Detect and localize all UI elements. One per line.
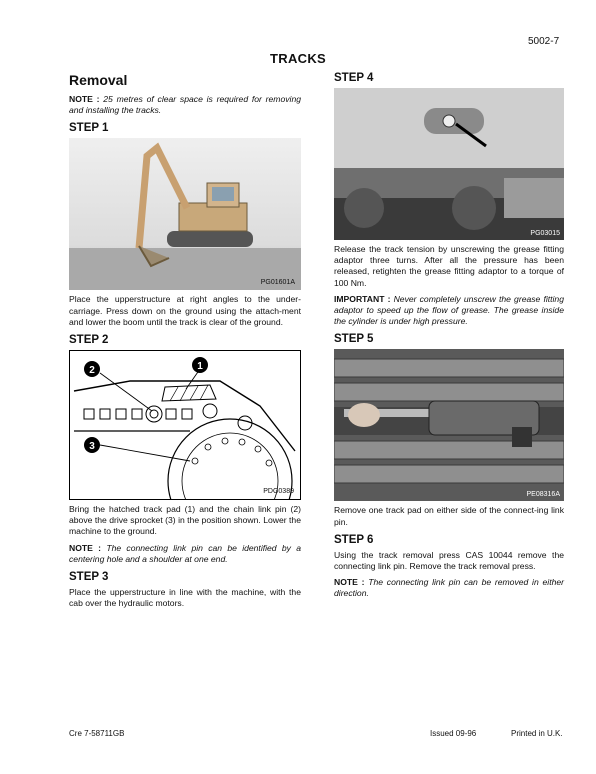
grease-fitting-illustration: [334, 88, 564, 240]
note-text: 25 metres of clear space is required for removing and installing the tracks.: [69, 94, 301, 116]
step3-heading: STEP 3: [69, 571, 109, 584]
note-label: NOTE :: [334, 577, 365, 588]
step5-heading: STEP 5: [334, 333, 374, 346]
footer-issued: Issued 09-96: [430, 729, 477, 738]
footer-printed: Printed in U.K.: [511, 729, 563, 738]
page-number: 5002-7: [528, 36, 560, 47]
excavator-photo: [69, 138, 301, 290]
note-text: The connecting link pin can be identified by a centering hole and a shoulder at one end.: [69, 542, 302, 564]
figure-code: PDG0389: [263, 488, 294, 496]
step2-text: Bring the hatched track pad (1) and the chain link pin (2) above the drive sprocket (3) in the position shown. Lower the machine to the ground.: [69, 504, 301, 537]
step1-heading: STEP 1: [69, 122, 109, 135]
track-pad-illustration: [334, 349, 564, 501]
step6-note: [334, 577, 564, 599]
step4-text: Release the track tension by unscrewing the grease fitting adaptor three turns. After all the pressure has been released, retighten the grease fitting adaptor to a torque of 100 Nm.: [334, 244, 564, 288]
step4-important: [334, 294, 564, 328]
figure-code: PG03015: [530, 230, 560, 237]
figure-code: PE08316A: [526, 491, 560, 499]
note-label: NOTE :: [69, 542, 102, 553]
note-text: The connecting link pin can be removed in either direction.: [334, 577, 564, 599]
step4-heading: STEP 4: [334, 72, 374, 84]
intro-note: [69, 94, 301, 116]
callout-2: 2: [89, 365, 95, 377]
step2-note: [69, 543, 301, 565]
important-text: Never completely unscrew the grease fitting adaptor to speed up the flow of grease. The grease inside the cylinder is under high pressure.: [334, 293, 564, 327]
sprocket-diagram: [69, 350, 301, 500]
step5-text: Remove one track pad on either side of the connect-ing link pin.: [334, 505, 564, 527]
page-title: TRACKS: [270, 51, 326, 66]
sprocket-drawing: [70, 351, 300, 499]
footer-doc-number: Cre 7-58711GB: [69, 729, 125, 738]
note-label: NOTE :: [69, 94, 100, 104]
step2-heading: STEP 2: [69, 334, 109, 347]
step6-heading: STEP 6: [334, 533, 374, 546]
important-label: IMPORTANT :: [334, 293, 391, 304]
section-title: Removal: [69, 72, 128, 88]
step6-text: Using the track removal press CAS 10044 remove the connecting link pin. Remove the track removal press.: [334, 549, 564, 572]
grease-fitting-photo: [334, 88, 564, 240]
callout-1: 1: [197, 361, 203, 373]
figure-code: PG01601A: [260, 279, 295, 287]
left-column: [69, 72, 301, 614]
step3-text: Place the upperstructure in line with the machine, with the cab over the hydraulic motors.: [69, 587, 301, 609]
callout-3: 3: [89, 441, 95, 453]
step1-text: Place the upperstructure at right angles to the under-carriage. Press down on the ground using the attach-ment and lower the boom until the track is clear of the ground.: [69, 294, 301, 327]
right-column: [334, 72, 564, 605]
excavator-illustration: [69, 138, 301, 290]
track-pad-photo: [334, 349, 564, 501]
